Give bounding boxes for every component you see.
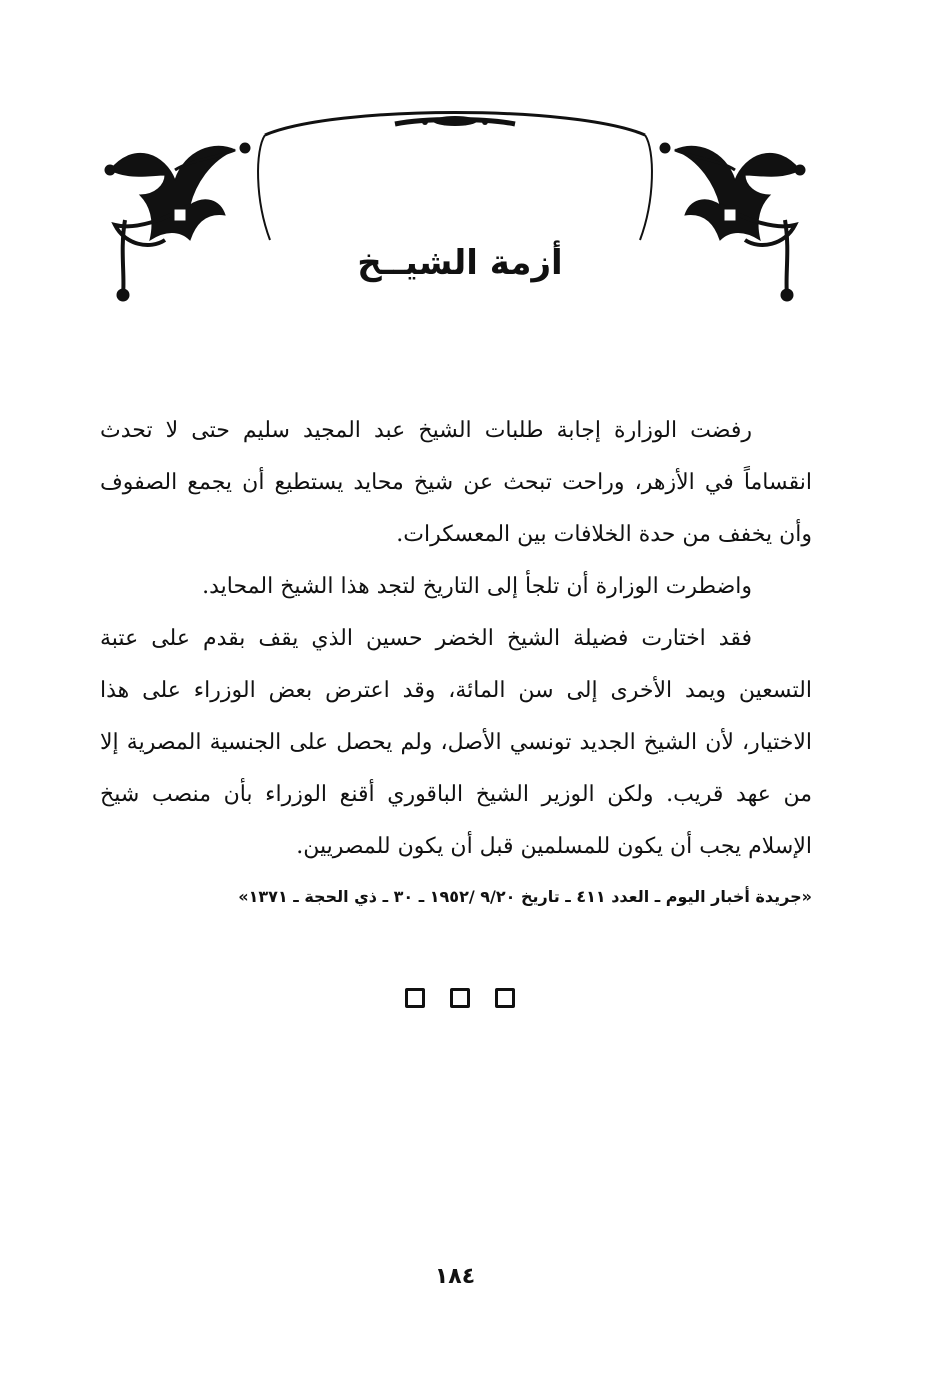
separator-square-icon [450, 988, 470, 1008]
paragraph-2: واضطرت الوزارة أن تلجأ إلى التاريخ لتجد هذا الشيخ المحايد. [202, 574, 752, 599]
separator-square-icon [405, 988, 425, 1008]
chapter-title: أزمة الشيــخ [357, 243, 563, 283]
article-body [100, 405, 812, 873]
page-number: ١٨٤ [434, 1264, 476, 1289]
paragraph-3: فقد اختارت فضيلة الشيخ الخضر حسين الذي يقف بقدم على عتبة التسعين ويمد الأخرى إلى سن المائة، وقد اعترض بعض الوزراء على هذا الاختيار، لأن الشيخ الجديد تونسي الأصل، ولم يحصل على الجنسية المصرية إلا من عهد قريب. ولكن الوزير الشيخ الباقوري أقنع الوزراء بأن منصب شيخ الإسلام يجب أن يكون للمسلمين قبل أن يكون للمصريين. [100, 626, 813, 859]
separator-square-icon [495, 988, 515, 1008]
source-citation: «جريدة أخبار اليوم ـ العدد ٤١١ ـ تاريخ ٩/٢٠ /١٩٥٢ ـ ٣٠ ـ ذي الحجة ـ ١٣٧١» [238, 887, 812, 906]
section-separator [405, 988, 515, 1018]
paragraph-1: رفضت الوزارة إجابة طلبات الشيخ عبد المجيد سليم حتى لا تحدث انقساماً في الأزهر، وراحت تبحث عن شيخ محايد يستطيع أن يجمع الصفوف وأن يخفف من حدة الخلافات بين المعسكرات. [100, 418, 812, 547]
